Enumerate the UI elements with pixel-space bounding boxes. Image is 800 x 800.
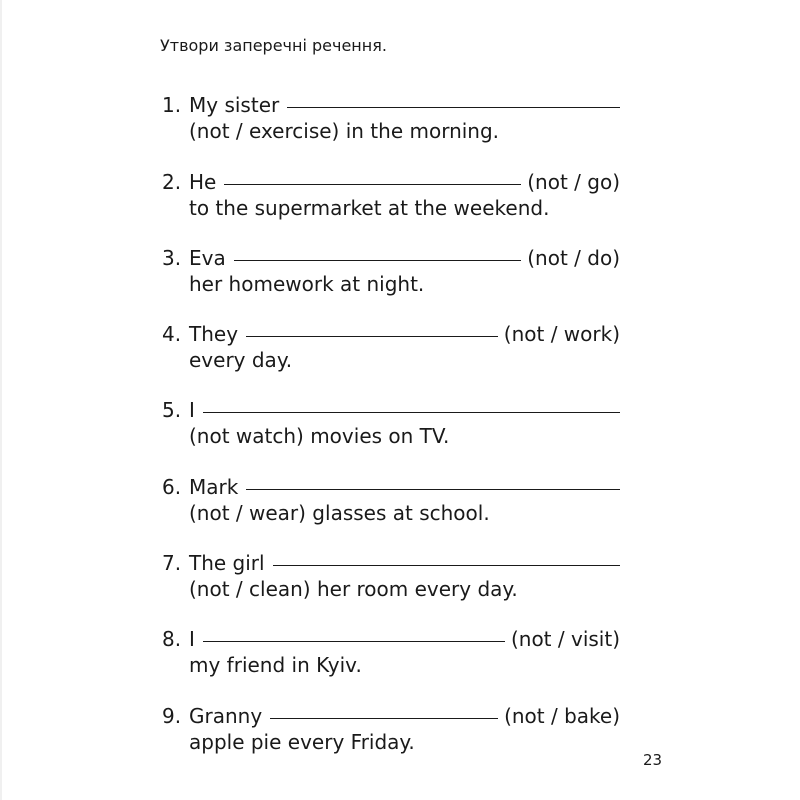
verb-hint: (not / go) bbox=[527, 170, 620, 194]
item-number: 3. bbox=[162, 246, 182, 270]
exercise-item-1 bbox=[162, 92, 620, 144]
exercise-item-4 bbox=[162, 321, 620, 373]
answer-blank[interactable] bbox=[203, 640, 505, 642]
sentence-start: Mark bbox=[189, 475, 239, 499]
sentence-start: The girl bbox=[189, 551, 265, 575]
sentence-continuation: my friend in Kyiv. bbox=[189, 653, 362, 677]
item-number: 8. bbox=[162, 627, 182, 651]
sentence-continuation: her homework at night. bbox=[189, 272, 425, 296]
answer-blank[interactable] bbox=[270, 717, 498, 719]
verb-hint: (not / work) bbox=[503, 322, 620, 346]
verb-hint: (not / bake) bbox=[504, 704, 620, 728]
sentence-continuation: (not / exercise) in the morning. bbox=[189, 119, 500, 143]
exercise-item-5 bbox=[162, 397, 620, 449]
sentence-continuation: (not / clean) her room every day. bbox=[189, 577, 518, 601]
sentence-start: They bbox=[189, 322, 239, 346]
item-number: 4. bbox=[162, 322, 182, 346]
item-number: 7. bbox=[162, 551, 182, 575]
item-number: 5. bbox=[162, 398, 182, 422]
sentence-start: I bbox=[189, 398, 195, 422]
item-number: 1. bbox=[162, 93, 182, 117]
item-number: 2. bbox=[162, 170, 182, 194]
item-number: 9. bbox=[162, 704, 182, 728]
answer-blank[interactable] bbox=[273, 564, 620, 566]
answer-blank[interactable] bbox=[246, 335, 498, 337]
sentence-start: I bbox=[189, 627, 195, 651]
sentence-start: He bbox=[189, 170, 217, 194]
exercise-item-3 bbox=[162, 245, 620, 297]
sentence-continuation: every day. bbox=[189, 348, 293, 372]
answer-blank[interactable] bbox=[234, 259, 522, 261]
answer-blank[interactable] bbox=[287, 106, 620, 108]
page-number: 23 bbox=[643, 751, 663, 769]
answer-blank[interactable] bbox=[203, 411, 620, 413]
sentence-continuation: (not / wear) glasses at school. bbox=[189, 501, 490, 525]
sentence-start: Granny bbox=[189, 704, 263, 728]
verb-hint: (not / visit) bbox=[510, 627, 620, 651]
sentence-continuation: apple pie every Friday. bbox=[189, 730, 415, 754]
exercise-item-7 bbox=[162, 550, 620, 602]
item-number: 6. bbox=[162, 475, 182, 499]
answer-blank[interactable] bbox=[246, 488, 620, 490]
exercise-item-9 bbox=[162, 703, 620, 755]
exercise-item-2 bbox=[162, 169, 620, 221]
verb-hint: (not / do) bbox=[527, 246, 620, 270]
exercise-item-8 bbox=[162, 626, 620, 678]
exercise-item-6 bbox=[162, 474, 620, 526]
exercise-instruction: Утвори заперечні речення. bbox=[160, 36, 387, 55]
sentence-continuation: to the supermarket at the weekend. bbox=[189, 196, 550, 220]
answer-blank[interactable] bbox=[224, 183, 521, 185]
sentence-continuation: (not watch) movies on TV. bbox=[189, 424, 450, 448]
sentence-start: Eva bbox=[189, 246, 226, 270]
sentence-start: My sister bbox=[189, 93, 280, 117]
